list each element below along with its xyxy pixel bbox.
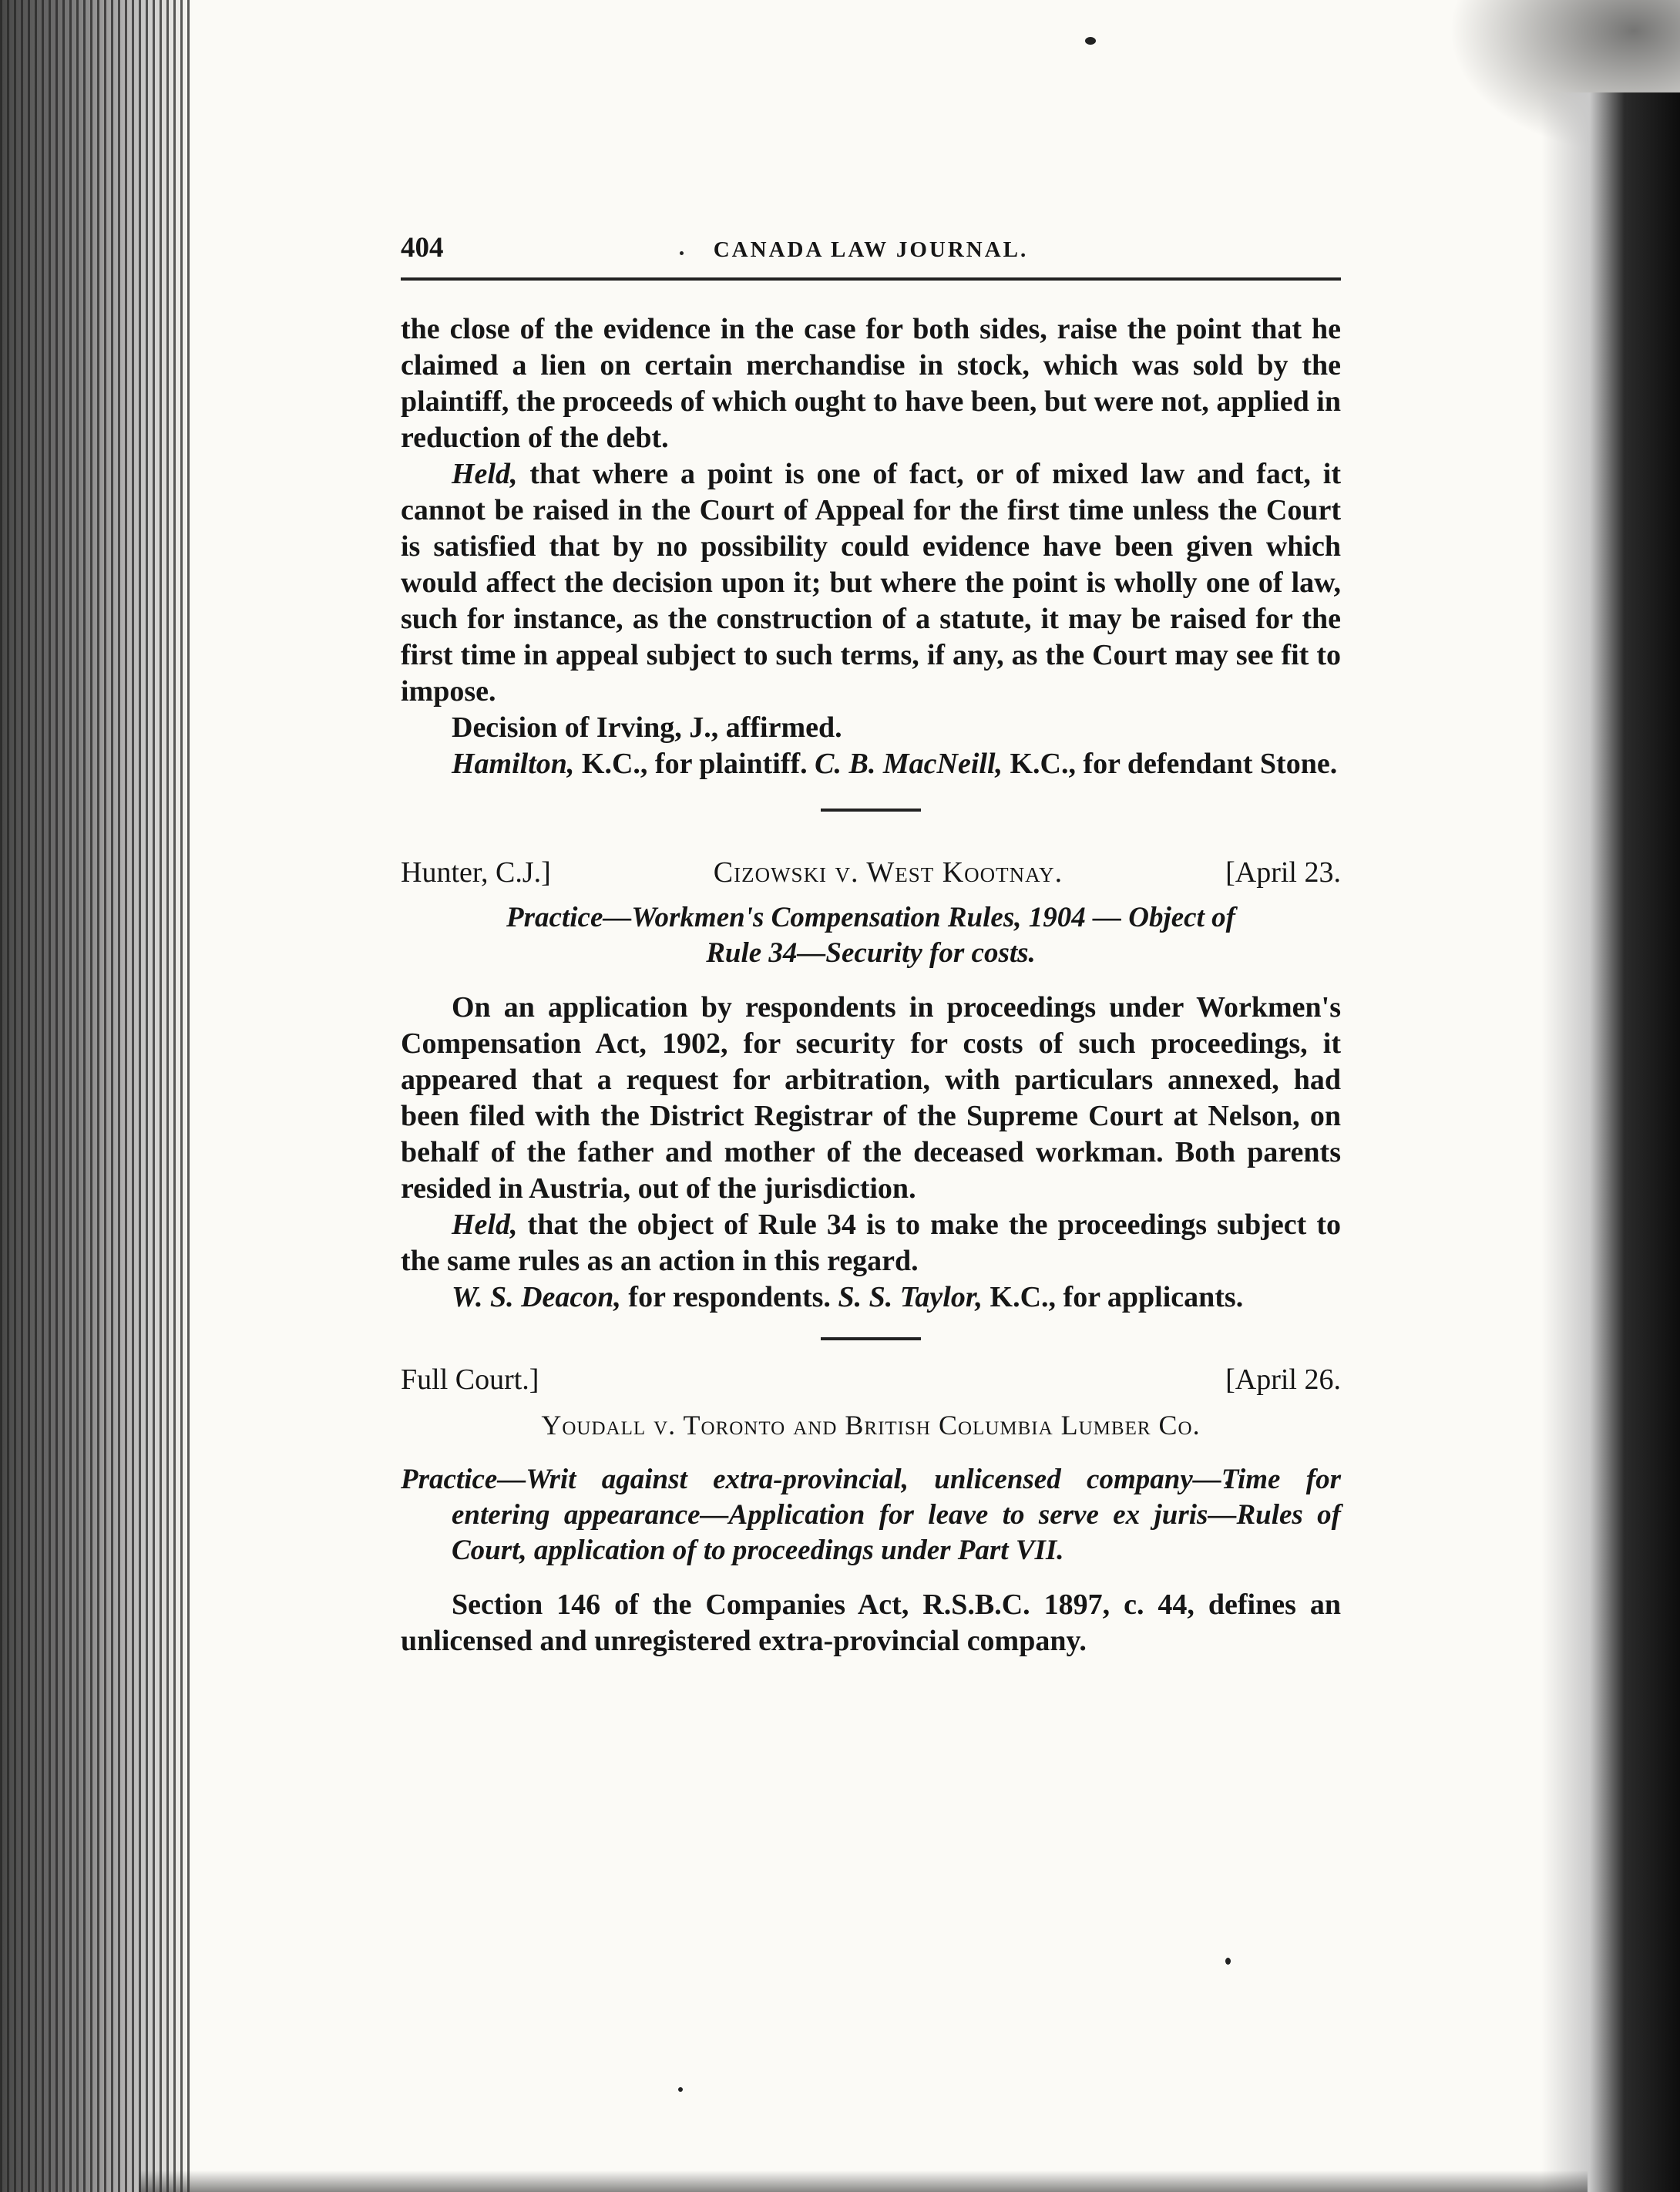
- counsel-line: [401, 1279, 1341, 1316]
- held-text: that the object of Rule 34 is to make the proceedings subject to the same rules as an action in this regard.: [401, 1209, 1341, 1277]
- journal-title: CANADA LAW JOURNAL.: [713, 237, 1029, 262]
- held-paragraph: [401, 1207, 1341, 1279]
- running-head: [401, 231, 1341, 281]
- catchline-line: Practice—Workmen's Compensation Rules, 1904 — Object of: [506, 902, 1235, 933]
- page-number: 404: [401, 232, 444, 264]
- page-content: [401, 231, 1341, 1659]
- book-binding-right-edge: [1541, 92, 1680, 2192]
- case-heading: [401, 1362, 1341, 1398]
- held-label: Held,: [452, 458, 518, 490]
- ink-speck: [1225, 1958, 1231, 1965]
- section-divider: [821, 1337, 921, 1340]
- case-title: Cizowski v. West Kootnay.: [713, 856, 1063, 889]
- counsel-name: S. S. Taylor,: [838, 1281, 983, 1313]
- case-heading: [401, 855, 1341, 891]
- held-text: that where a point is one of fact, or of mixed law and fact, it cannot be raised in the Court of Appeal for the first time unless the Court is satisfied that by no possibility could evidence have been given which would affect the decision upon it; but where the point is wholly one of law, such for instance, as the construction of a statute, it may be raised for the first time in appeal subject to such terms, if any, as the Court may see fit to impose.: [401, 458, 1341, 708]
- case-title: Youdall v. Toronto and British Columbia Lumber Co.: [541, 1410, 1201, 1441]
- book-binding-left-edge: [0, 0, 193, 2192]
- counsel-name: C. B. MacNeill,: [815, 748, 1003, 780]
- counsel-text: K.C., for applicants.: [983, 1281, 1244, 1313]
- catchline-line: Rule 34—Security for costs.: [706, 937, 1036, 969]
- case-paragraph: On an application by respondents in proceedings under Workmen's Compensation Act, 1902, for security for costs of such proceedings, it appeared that a request for arbitration, with particulars annexed, had been filed with the District Registrar of the Supreme Court at Nelson, on behalf of the father and mother of the deceased workman. Both parents resided in Austria, out of the jurisdiction.: [401, 991, 1341, 1205]
- counsel-line: [401, 746, 1341, 782]
- counsel-text: K.C., for plaintiff.: [574, 748, 815, 780]
- catchline: Practice—Writ against extra-provincial, unlicensed company—Time for entering appearance—Application for leave to serve ex juris—Rules of Court, application of to proceedings under Part VII.: [401, 1464, 1341, 1566]
- paragraph-continuation: the close of the evidence in the case for both sides, raise the point that he claimed a lien on certain merchandise in stock, which was sold by the plaintiff, the proceeds of which ought to have been, but were not, applied in reduction of the debt.: [401, 313, 1341, 454]
- held-paragraph: [401, 456, 1341, 710]
- catchline: [401, 900, 1341, 971]
- section-divider: [821, 809, 921, 812]
- judge-name: Hunter, C.J.]: [401, 856, 551, 889]
- counsel-name: Hamilton,: [452, 748, 575, 780]
- counsel-name: W. S. Deacon,: [452, 1281, 621, 1313]
- case-paragraph: Section 146 of the Companies Act, R.S.B.C. 1897, c. 44, defines an unlicensed and unregistered extra-provincial company.: [401, 1589, 1341, 1657]
- page-bottom-edge: [139, 2170, 1588, 2192]
- case-date: [April 23.: [1225, 856, 1341, 889]
- decision-line: Decision of Irving, J., affirmed.: [452, 711, 842, 744]
- ink-speck: [1085, 37, 1096, 45]
- case-date: [April 26.: [1225, 1363, 1341, 1396]
- court-name: Full Court.]: [401, 1363, 539, 1396]
- held-label: Held,: [452, 1209, 518, 1241]
- counsel-text: for respondents.: [620, 1281, 838, 1313]
- ink-speck: [678, 2087, 683, 2092]
- counsel-text: K.C., for defendant Stone.: [1003, 748, 1338, 780]
